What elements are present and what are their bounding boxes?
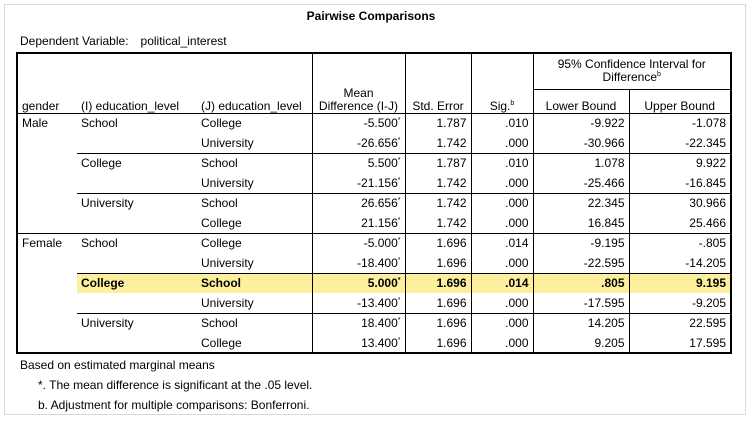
cell-gender: Male [17, 113, 77, 133]
cell-sig: .000 [471, 193, 533, 213]
cell-lower-bound: -22.595 [533, 253, 629, 273]
cell-i-level [77, 133, 197, 153]
dependent-variable [20, 34, 227, 48]
table-row [17, 313, 731, 333]
cell-upper-bound: -14.205 [629, 253, 731, 273]
cell-std-error: 1.742 [405, 133, 471, 153]
cell-i-level [77, 213, 197, 233]
cell-gender [17, 153, 77, 173]
col-header-sig: Sig.$^b$ [471, 53, 533, 113]
cell-upper-bound: 25.466 [629, 213, 731, 233]
cell-mean-diff: 5.000* [312, 273, 405, 293]
cell-gender: Female [17, 233, 77, 253]
col-header-std-error: Std. Error [405, 53, 471, 113]
cell-i-level [77, 173, 197, 193]
col-header-i-level: (I) education_level [77, 53, 197, 113]
cell-gender [17, 253, 77, 273]
cell-i-level: School [77, 113, 197, 133]
cell-gender [17, 313, 77, 333]
cell-std-error: 1.696 [405, 313, 471, 333]
cell-j-level: School [197, 153, 312, 173]
footnotes [20, 355, 312, 415]
cell-std-error: 1.742 [405, 213, 471, 233]
table-row [17, 253, 731, 273]
cell-mean-diff: -26.656* [312, 133, 405, 153]
cell-lower-bound: .805 [533, 273, 629, 293]
cell-upper-bound: 22.595 [629, 313, 731, 333]
table-row [17, 293, 731, 313]
cell-gender [17, 193, 77, 213]
cell-sig: .000 [471, 173, 533, 193]
cell-lower-bound: -9.922 [533, 113, 629, 133]
cell-mean-diff: 21.156* [312, 213, 405, 233]
cell-std-error: 1.742 [405, 193, 471, 213]
table-row [17, 333, 731, 353]
cell-gender [17, 333, 77, 353]
footnote-b: b. Adjustment for multiple comparisons: Bonferroni. [38, 398, 310, 412]
col-header-mean-diff: Mean Difference (I-J) [312, 53, 405, 113]
col-header-gender: gender [17, 53, 77, 113]
cell-lower-bound: -9.195 [533, 233, 629, 253]
table-row [17, 133, 731, 153]
table-row [17, 153, 731, 173]
dependent-variable-value: political_interest [140, 34, 227, 48]
cell-sig: .000 [471, 133, 533, 153]
col-header-ci: 95% Confidence Interval for Difference$^b$ [533, 53, 731, 89]
cell-mean-diff: -5.500* [312, 113, 405, 133]
cell-mean-diff: 26.656* [312, 193, 405, 213]
table-row [17, 113, 731, 133]
cell-i-level [77, 333, 197, 353]
cell-gender [17, 213, 77, 233]
cell-std-error: 1.742 [405, 173, 471, 193]
cell-std-error: 1.696 [405, 253, 471, 273]
cell-mean-diff: 13.400* [312, 333, 405, 353]
cell-j-level: University [201, 295, 254, 310]
table-row [17, 273, 731, 293]
cell-gender [17, 273, 77, 293]
cell-mean-diff: -13.400* [312, 293, 405, 313]
cell-upper-bound: -9.205 [629, 293, 731, 313]
cell-i-level [77, 253, 197, 273]
cell-sig: .000 [471, 293, 533, 313]
cell-sig: .014 [471, 233, 533, 253]
cell-i-level: College [77, 153, 197, 173]
cell-upper-bound: 9.195 [629, 273, 731, 293]
cell-lower-bound: -30.966 [533, 133, 629, 153]
cell-upper-bound: 17.595 [629, 333, 731, 353]
cell-std-error: 1.696 [405, 273, 471, 293]
cell-j-level: College [197, 333, 312, 353]
cell-i-level: University [77, 193, 197, 213]
table-row [17, 233, 731, 253]
cell-j-level: University [201, 135, 254, 150]
cell-upper-bound: -16.845 [629, 173, 731, 193]
cell-sig: .000 [471, 313, 533, 333]
cell-mean-diff: -21.156* [312, 173, 405, 193]
cell-lower-bound: 22.345 [533, 193, 629, 213]
table-row [17, 193, 731, 213]
cell-j-level: School [197, 313, 312, 333]
cell-lower-bound: 14.205 [533, 313, 629, 333]
cell-sig: .014 [471, 273, 533, 293]
cell-lower-bound: -17.595 [533, 293, 629, 313]
cell-std-error: 1.696 [405, 333, 471, 353]
cell-lower-bound: 16.845 [533, 213, 629, 233]
cell-std-error: 1.696 [405, 233, 471, 253]
cell-i-level: University [77, 313, 197, 333]
col-header-lower-bound: Lower Bound [533, 89, 629, 113]
cell-upper-bound: 9.922 [629, 153, 731, 173]
cell-gender [17, 293, 77, 313]
cell-upper-bound: -22.345 [629, 133, 731, 153]
footnote-based-on: Based on estimated marginal means [20, 358, 215, 372]
cell-sig: .000 [471, 333, 533, 353]
footnote-star: *. The mean difference is significant at the .05 level. [38, 378, 313, 392]
cell-sig: .010 [471, 113, 533, 133]
cell-std-error: 1.787 [405, 113, 471, 133]
cell-upper-bound: 30.966 [629, 193, 731, 213]
cell-std-error: 1.696 [405, 293, 471, 313]
cell-mean-diff: 5.500* [312, 153, 405, 173]
cell-j-level: University [201, 255, 254, 270]
cell-i-level: School [77, 233, 197, 253]
cell-sig: .000 [471, 213, 533, 233]
cell-sig: .010 [471, 153, 533, 173]
col-header-j-level: (J) education_level [197, 53, 312, 113]
cell-gender [17, 133, 77, 153]
cell-mean-diff: 18.400* [312, 313, 405, 333]
cell-sig: .000 [471, 253, 533, 273]
cell-gender [17, 173, 77, 193]
cell-j-level: School [197, 193, 312, 213]
cell-upper-bound: -.805 [629, 233, 731, 253]
cell-i-level [77, 293, 197, 313]
cell-j-level: School [197, 273, 312, 293]
cell-lower-bound: -25.466 [533, 173, 629, 193]
cell-lower-bound: 9.205 [533, 333, 629, 353]
cell-j-level: University [201, 175, 254, 190]
cell-upper-bound: -1.078 [629, 113, 731, 133]
table-row [17, 173, 731, 193]
col-header-upper-bound: Upper Bound [629, 89, 731, 113]
cell-j-level: College [197, 233, 312, 253]
dependent-variable-label: Dependent Variable: [20, 34, 129, 48]
pairwise-comparisons-table [16, 52, 732, 354]
cell-j-level: College [197, 113, 312, 133]
table-row [17, 213, 731, 233]
cell-i-level: College [77, 273, 197, 293]
cell-mean-diff: -5.000* [312, 233, 405, 253]
cell-mean-diff: -18.400* [312, 253, 405, 273]
cell-std-error: 1.787 [405, 153, 471, 173]
cell-j-level: College [201, 215, 242, 230]
cell-lower-bound: 1.078 [533, 153, 629, 173]
table-title: Pairwise Comparisons [306, 9, 436, 23]
